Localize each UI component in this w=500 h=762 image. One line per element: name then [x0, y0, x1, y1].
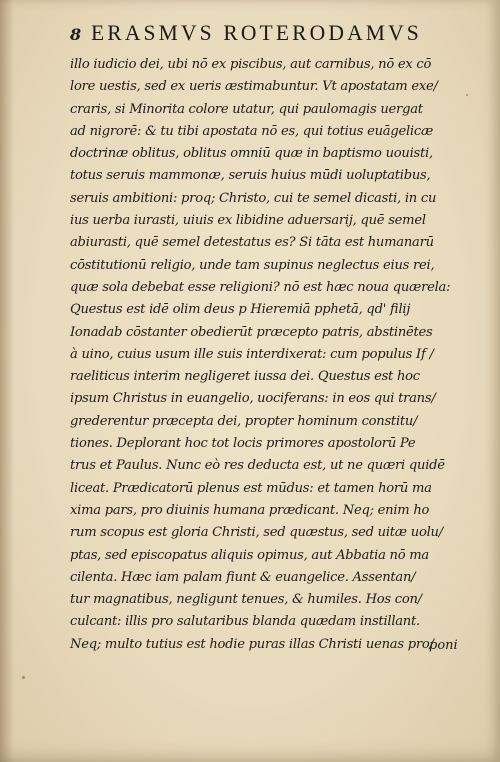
folio-number: 8	[70, 25, 82, 44]
text-line: trus et Paulus. Nunc eò res deducta est, ut ne quæri quidē	[70, 458, 445, 474]
text-line: abiurasti, quē semel detestatus es? Si tāta est humanarū	[70, 235, 434, 251]
text-line: doctrinæ oblitus, oblitus omniū quæ in baptismo uouisti,	[70, 146, 433, 162]
text-line: quæ sola debebat esse religioni? nō est hæc noua quærela:	[70, 279, 451, 295]
text-line: seruis ambitioni: proq; Christo, cui te semel dicasti, in cu	[70, 190, 437, 206]
text-line: rum scopus est gloria Christi, sed quæstus, sed uitæ uolu/	[70, 525, 443, 541]
text-line: xima pars, pro diuinis humana prædicant. Neq; enim ho	[70, 502, 430, 518]
running-head: ERASMVS ROTERODAMVS	[91, 20, 423, 45]
text-line: ipsum Christus in euangelio, uociferans: in eos qui trans/	[70, 391, 436, 407]
text-line: à uino, cuius usum ille suis interdixerat: cum populus If /	[70, 346, 434, 362]
text-line: totus seruis mammonæ, seruis huius mūdi uoluptatibus,	[70, 168, 431, 184]
text-line: liceat. Prædicatorū plenus est mūdus: et tamen horū ma	[70, 480, 432, 496]
text-line: grederentur præcepta dei, propter hominum constitu/	[70, 413, 418, 429]
text-line: Questus est idē olim deus p Hieremiā pphetā, qd' filij	[70, 302, 411, 318]
main-text-block	[70, 54, 470, 656]
text-line: cōstitutionū religio, unde tam supinus neglectus eius rei,	[70, 257, 435, 273]
text-line: cilenta. Hæc iam palam fiunt & euangelice. Assentan/	[70, 569, 416, 585]
page-header	[70, 20, 429, 48]
paper-spot	[22, 676, 25, 679]
text-line: ius uerba iurasti, uiuis ex libidine aduersarij, quē semel	[70, 213, 426, 229]
text-line: ad nigrorē: & tu tibi apostata nō es, qui totius euāgelicæ	[70, 123, 434, 139]
text-line: raeliticus interim negligeret iussa dei. Questus est hoc	[70, 369, 420, 385]
text-line: craris, si Minorita colore utatur, qui paulomagis uergat	[70, 101, 423, 117]
text-line: tiones. Deplorant hoc tot locis primores apostolorū Pe	[70, 436, 416, 452]
text-line: lore uestis, sed ex ueris æstimabuntur. Vt apostatam exe/	[70, 79, 438, 95]
text-line: Ionadab cōstanter obedierūt præcepto patris, abstinētes	[70, 324, 433, 340]
text-line: ptas, sed episcopatus aliquis opimus, aut Abbatia nō ma	[70, 547, 429, 563]
text-line: illo iudicio dei, ubi nō ex piscibus, aut carnibus, nō ex cō	[70, 57, 432, 72]
paper-spot	[466, 94, 468, 96]
text-line: culcant: illis pro salutaribus blanda quædam instillant.	[70, 614, 420, 630]
text-line: Neq; multo tutius est hodie puras illas Christi uenas pro/	[70, 636, 434, 652]
catchword: poni	[429, 638, 458, 653]
text-line: tur magnatibus, negligunt tenues, & humiles. Hos con/	[70, 592, 422, 608]
